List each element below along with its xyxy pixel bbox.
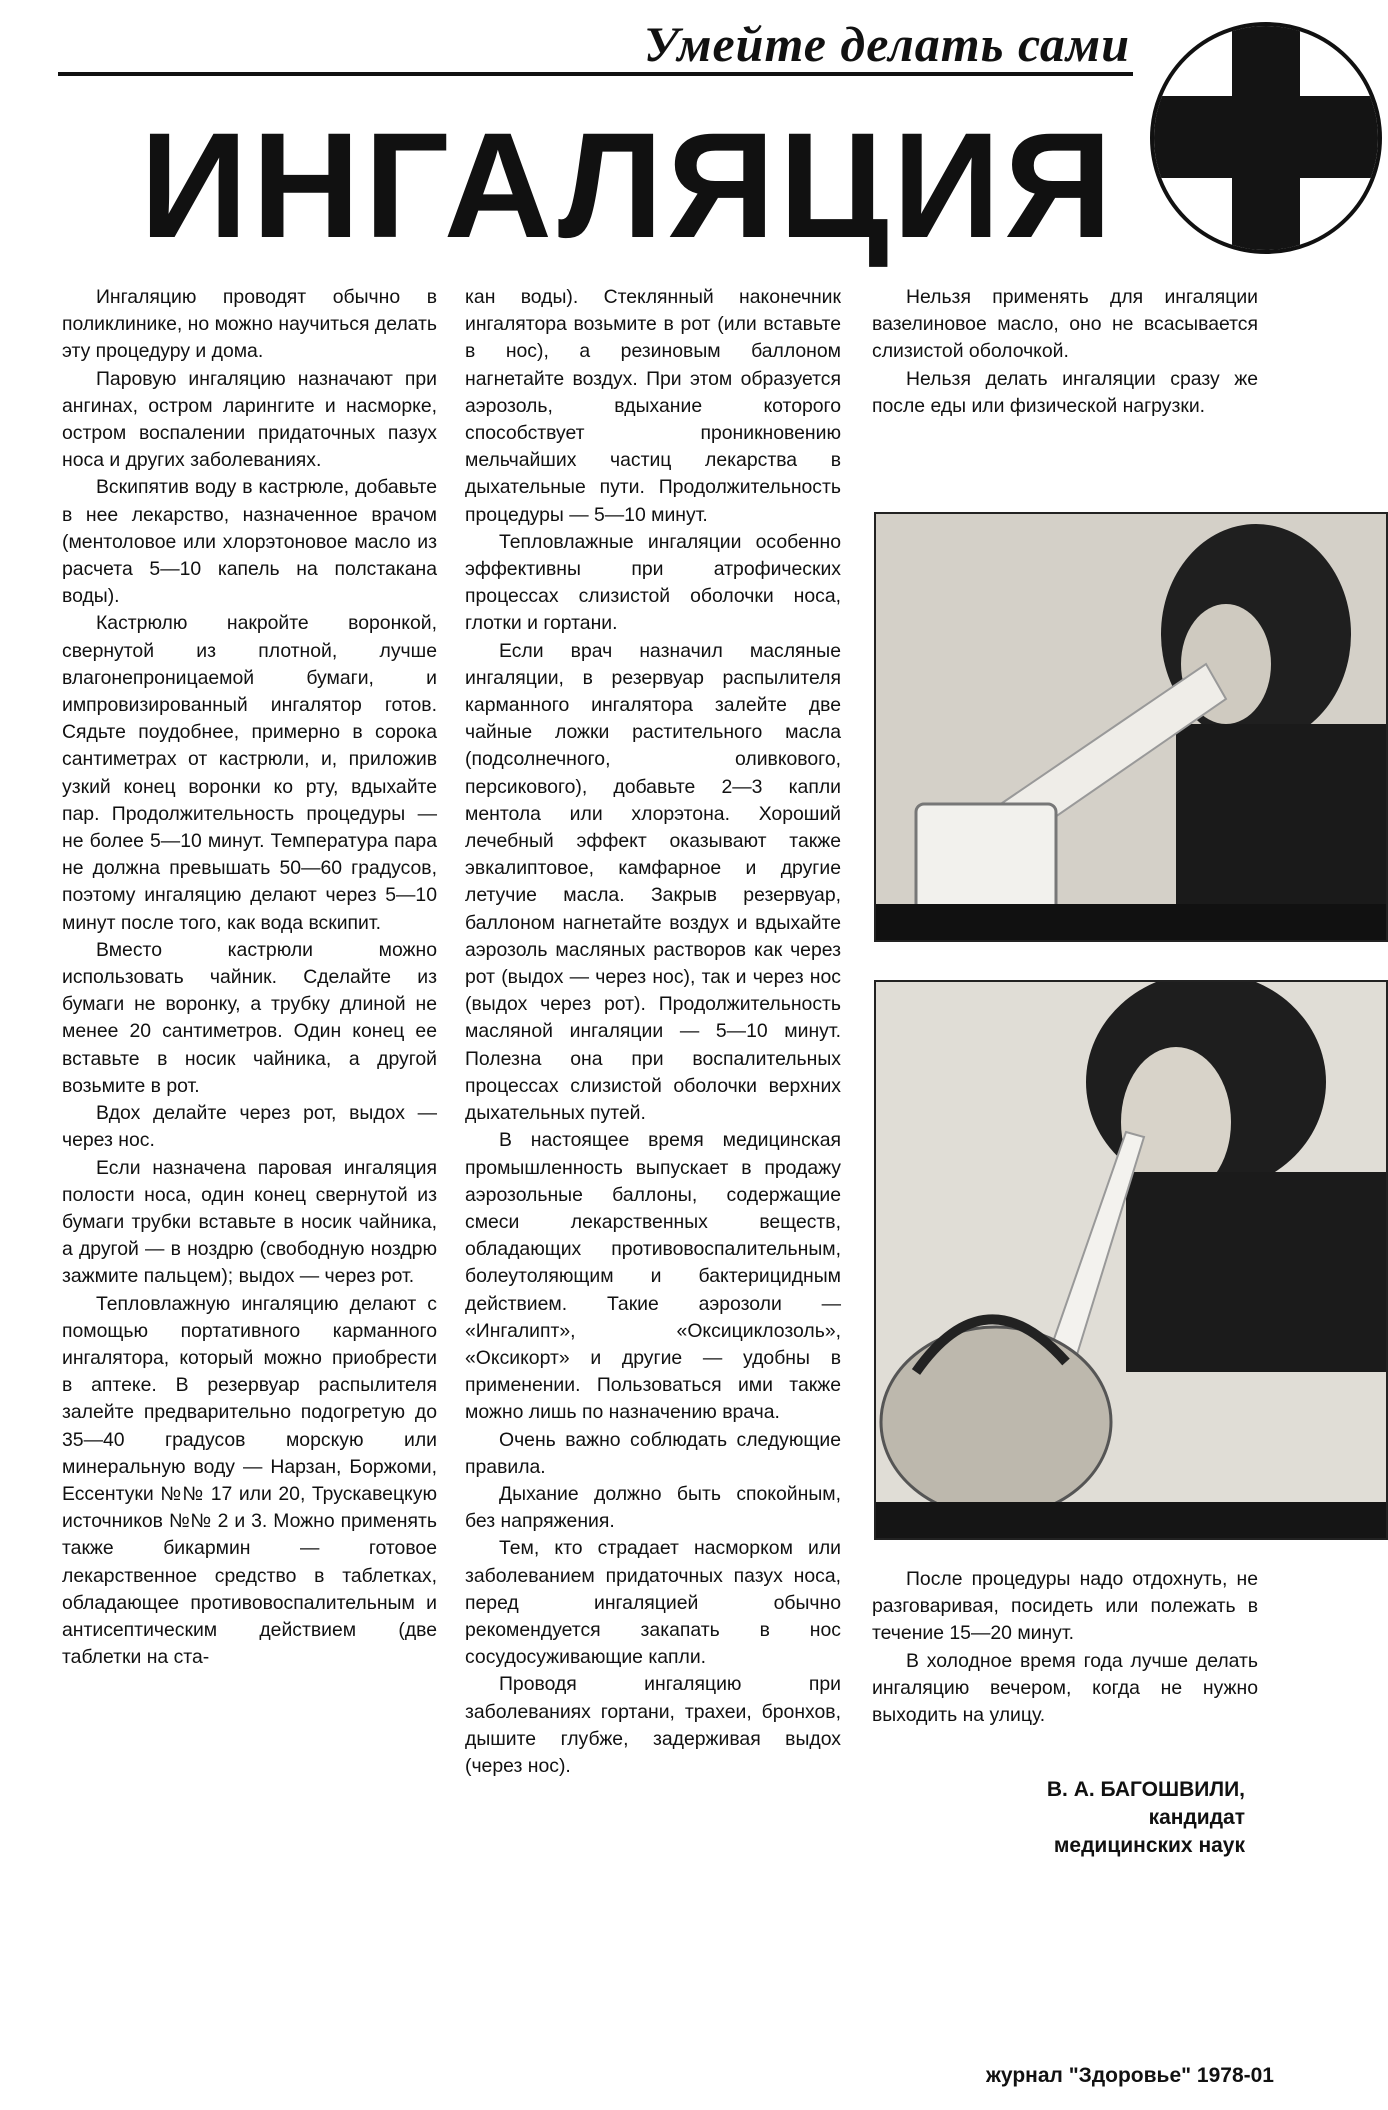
photo-inhalation-kettle [874,980,1388,1540]
photo-inhalation-kettle-illustration [876,982,1386,1538]
article-column-3-bottom [872,1566,1258,1729]
paragraph: Если назначена паровая ингаляция полости носа, один конец свернутой из бумаги трубки вставьте в носик чайника, а другой — в ноздрю (свободную ноздрю зажмите пальцем); выдох — через рот. [62,1156,437,1288]
paragraph: Дыхание должно быть спокойным, без напряжения. [465,1482,841,1533]
author-signature [900,1776,1245,1860]
red-cross-icon [1150,22,1382,254]
cross-horizontal-bar [1150,96,1382,178]
paragraph: Кастрюлю накройте воронкой, свернутой из плотной, лучше влагонепроницаемой бумаги, и импровизированный ингалятор готов. Сядьте поудобнее, примерно в сорока сантиметрах от кастрюли, и, приложив узкий конец воронки ко рту, вдыхайте пар. Продолжительность процедуры — не более 5—10 минут. Температура пара не должна превышать 50—60 градусов, поэтому ингаляцию делают через 5—10 минут после того, как вода вскипит. [62,612,437,934]
article-title: ИНГАЛЯЦИЯ [140,101,1117,269]
paragraph: Нельзя делать ингаляции сразу же после еды или физической нагрузки. [872,367,1258,417]
paragraph: Тепловлажную ингаляцию делают с помощью портативного карманного ингалятора, который можно приобрести в аптеке. В резервуар распылителя залейте предварительно подогретую до 35—40 градусов морскую или минеральную воду — Нарзан, Боржоми, Ессентуки №№ 17 или 20, Трускавецкую источников №№ 2 и 3. Можно применять также бикармин — готовое лекарственное средство в таблетках, обладающее противовоспалительным и антисептическим действием (две таблетки на ста- [62,1292,437,1669]
paragraph: Тепловлажные ингаляции особенно эффективны при атрофических процессах слизистой оболочки носа, глотки и гортани. [465,530,841,635]
author-degree: кандидат [1148,1806,1245,1829]
source-footer: журнал "Здоровье" 1978-01 [986,2064,1274,2087]
paragraph: кан воды). Стеклянный наконечник ингалятора возьмите в рот (или вставьте в нос), а резиновым баллоном нагнетайте воздух. При этом образуется аэрозоль, вдыхание которого способствует проникновению мельчайших частиц лекарства в дыхательные пути. Продолжительность процедуры — 5—10 минут. [465,286,841,526]
article-column-1 [62,284,437,1671]
paragraph: Нельзя применять для ингаляции вазелиновое масло, оно не всасывается слизистой оболочкой. [872,286,1258,363]
paragraph: Очень важно соблюдать следующие правила. [465,1428,841,1478]
paragraph: Вскипятив воду в кастрюле, добавьте в нее лекарство, назначенное врачом (ментоловое или хлорэтоновое масло из расчета 5—10 капель на полстакана воды). [62,476,437,608]
paragraph: В настоящее время медицинская промышленность выпускает в продажу аэрозольные баллоны, содержащие смеси лекарственных веществ, обладающих противовоспалительным, болеутоляющим и бактерицидным действием. Такие аэрозоли — «Ингалипт», «Оксициклозоль», «Оксикорт» и другие — удобны в применении. Пользоваться ими также можно лишь по назначению врача. [465,1129,841,1424]
author-name: В. А. БАГОШВИЛИ, [1046,1778,1245,1801]
paragraph: После процедуры надо отдохнуть, не разговаривая, посидеть или полежать в течение 15—20 минут. [872,1568,1258,1645]
header-rule [58,72,1133,76]
paragraph: Тем, кто страдает насморком или заболеванием придаточных пазух носа, перед ингаляцией обычно рекомендуется закапать в нос сосудосуживающие капли. [465,1537,841,1669]
rubric-heading: Умейте делать сами [643,16,1130,72]
article-column-2 [465,284,841,1780]
paragraph: Паровую ингаляцию назначают при ангинах, остром ларингите и насморке, остром воспалении придаточных пазух носа и других заболеваниях. [62,367,437,472]
article-column-3-top [872,284,1258,420]
paragraph: Ингаляцию проводят обычно в поликлинике, но можно научиться делать эту процедуру и дома. [62,286,437,363]
paragraph: Проводя ингаляцию при заболеваниях гортани, трахеи, бронхов, дышите глубже, задерживая выдох (через нос). [465,1673,841,1777]
paragraph: Вместо кастрюли можно использовать чайник. Сделайте из бумаги не воронку, а трубку длиной не менее 20 сантиметров. Один конец ее вставьте в носик чайника, а другой возьмите в рот. [62,938,437,1097]
paragraph: Если врач назначил масляные ингаляции, в резервуар распылителя карманного ингалятора залейте две чайные ложки растительного масла (подсолнечного, оливкового, персикового), добавьте 2—3 капли ментола или хлорэтона. Хороший лечебный эффект оказывают также эвкалиптовое, камфарное и другие летучие масла. Закрыв резервуар, баллоном нагнетайте воздух и вдыхайте аэрозоль масляных растворов как через рот (выдох — через нос), так и через нос (выдох через рот). Продолжительность масляной ингаляции — 5—10 минут. Полезна она при воспалительных процессах слизистой оболочки верхних дыхательных путей. [465,639,841,1125]
photo-inhalation-funnel-illustration [876,514,1386,940]
paragraph: В холодное время года лучше делать ингаляцию вечером, когда не нужно выходить на улицу. [872,1649,1258,1727]
photo-inhalation-funnel [874,512,1388,942]
paragraph: Вдох делайте через рот, выдох — через нос. [62,1102,437,1152]
author-degree-field: медицинских наук [1053,1834,1245,1857]
